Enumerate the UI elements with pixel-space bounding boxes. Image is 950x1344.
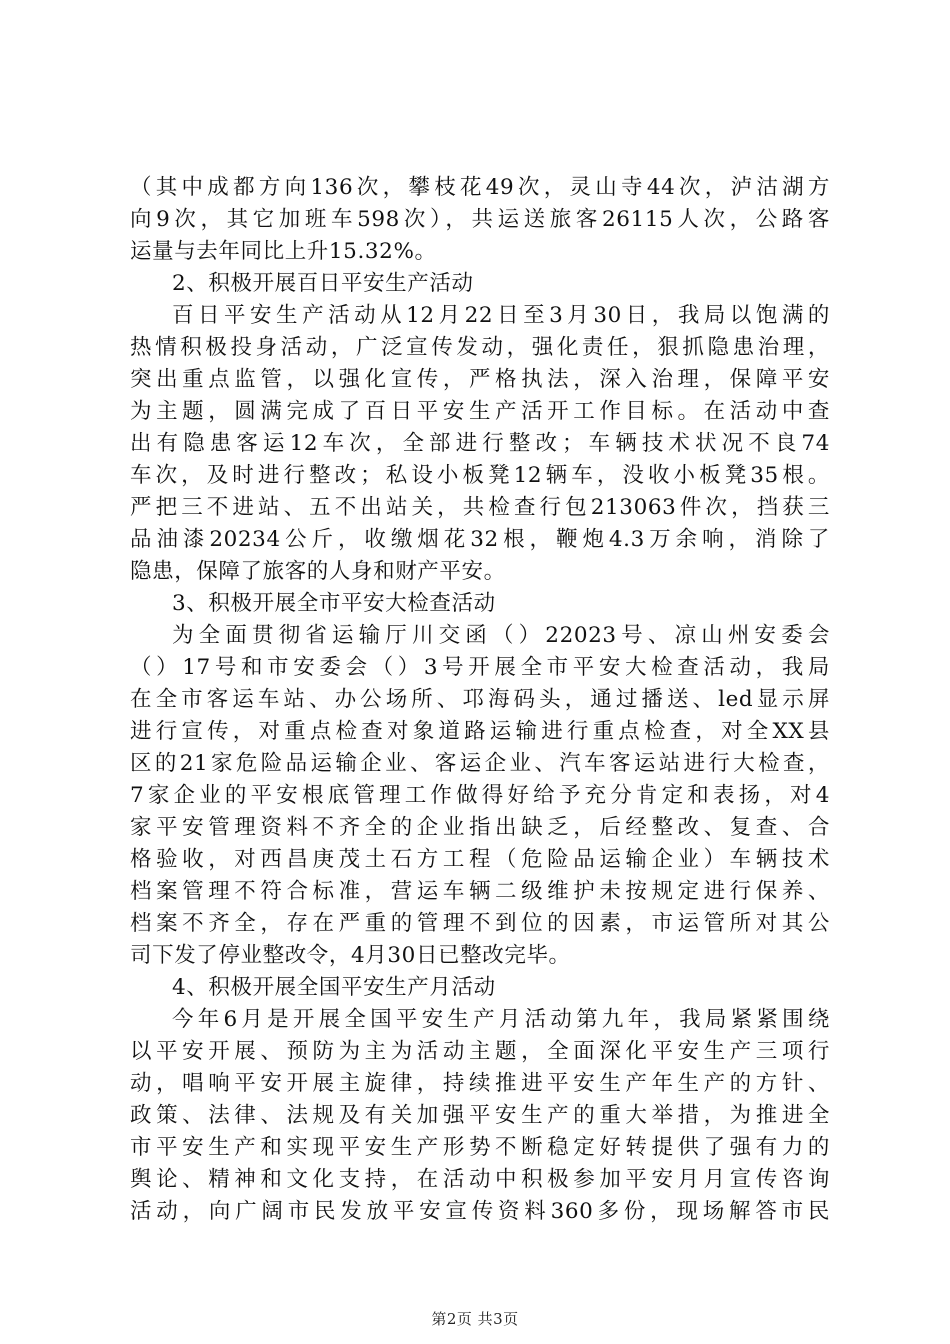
text-line: 3、积极开展全市平安大检查活动 — [172, 591, 496, 616]
text-line: 政策、法律、法规及有关加强平安生产的重大举措，为推进全 — [130, 1103, 830, 1128]
document-body — [130, 172, 830, 1228]
text-line: 市平安生产和实现平安生产形势不断稳定好转提供了强有力的 — [130, 1135, 830, 1160]
text-line: 向9次，其它加班车598次），共运送旅客26115人次，公路客 — [130, 207, 830, 232]
text-line: 格验收，对西昌庚茂土石方工程（危险品运输企业）车辆技术 — [130, 847, 830, 872]
text-line: 以平安开展、预防为主为活动主题，全面深化平安生产三项行 — [130, 1039, 830, 1064]
text-line: 动，唱响平安开展主旋律，持续推进平安生产年生产的方针、 — [130, 1071, 830, 1096]
text-line: 4、积极开展全国平安生产月活动 — [172, 975, 496, 1000]
text-line: 出有隐患客运12车次，全部进行整改；车辆技术状况不良74 — [130, 431, 830, 456]
text-line: 家平安管理资料不齐全的企业指出缺乏，后经整改、复查、合 — [130, 815, 830, 840]
text-line: 区的21家危险品运输企业、客运企业、汽车客运站进行大检查， — [130, 751, 830, 776]
text-line: 突出重点监管，以强化宣传，严格执法，深入治理，保障平安 — [130, 367, 830, 392]
text-line: 进行宣传，对重点检查对象道路运输进行重点检查，对全XX县 — [130, 719, 830, 744]
text-line: 舆论、精神和文化支持，在活动中积极参加平安月月宣传咨询 — [130, 1167, 830, 1192]
text-line: 车次，及时进行整改；私设小板凳12辆车，没收小板凳35根。 — [130, 463, 830, 488]
text-line: 热情积极投身活动，广泛宣传发动，强化责任，狠抓隐患治理， — [130, 335, 830, 360]
text-line: 严把三不进站、五不出站关，共检查行包213063件次，挡获三 — [130, 495, 830, 520]
text-line: 活动，向广阔市民发放平安宣传资料360多份，现场解答市民 — [130, 1199, 830, 1224]
text-line: 档案管理不符合标准，营运车辆二级维护未按规定进行保养、 — [130, 879, 830, 904]
text-line: 为主题，圆满完成了百日平安生产活开工作目标。在活动中查 — [130, 399, 830, 424]
text-line: 为全面贯彻省运输厅川交函（）22023号、凉山州安委会 — [172, 623, 830, 648]
text-line: （其中成都方向136次，攀枝花49次，灵山寺44次，泸沽湖方 — [130, 175, 830, 200]
text-line: 司下发了停业整改令，4月30日已整改完毕。 — [130, 943, 571, 968]
text-line: 档案不齐全，存在严重的管理不到位的因素，市运管所对其公 — [130, 911, 830, 936]
text-line: 7家企业的平安根底管理工作做得好给予充分肯定和表扬，对4 — [130, 783, 830, 808]
text-line: 在全市客运车站、办公场所、邛海码头，通过播送、led显示屏 — [130, 687, 830, 712]
text-line: 2、积极开展百日平安生产活动 — [172, 271, 474, 296]
text-line: 百日平安生产活动从12月22日至3月30日，我局以饱满的 — [172, 303, 830, 328]
text-line: 今年6月是开展全国平安生产月活动第九年，我局紧紧围绕 — [172, 1007, 830, 1032]
text-line: 隐患，保障了旅客的人身和财产平安。 — [130, 559, 506, 584]
page-footer: 第2页 共3页 — [431, 1310, 519, 1328]
text-line: 品油漆20234公斤，收缴烟花32根，鞭炮4.3万余响，消除了 — [130, 527, 830, 552]
text-line: 运量与去年同比上升15.32%。 — [130, 239, 437, 264]
text-line: （）17号和市安委会（）3号开展全市平安大检查活动，我局 — [130, 655, 830, 680]
